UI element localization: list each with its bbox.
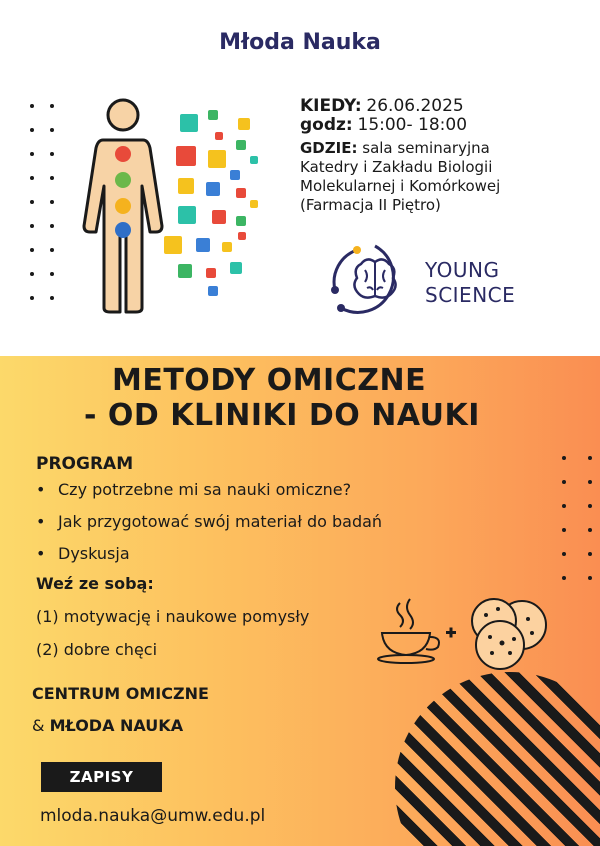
coffee-cookies-illustration [372,595,552,675]
logo-text [425,258,515,308]
location-row [300,139,590,158]
logo-line: SCIENCE [425,283,516,307]
event-time: 15:00- 18:00 [357,115,468,135]
young-science-logo [327,240,547,318]
program-item-text: Czy potrzebne mi sa nauki omiczne? [58,480,352,499]
coffee-cup-icon [378,599,439,663]
signup-email[interactable]: mloda.nauka@umw.edu.pl [40,806,266,826]
page-title: Młoda Nauka [219,30,381,55]
where-label: GDZIE: [300,139,358,157]
headline-line-1: METODY OMICZNE [112,363,427,398]
logo-line: YOUNG [425,258,500,282]
event-info [300,97,590,215]
human-figure-icon [78,96,168,314]
program-item [36,512,382,531]
location-line: Katedry i Zakładu Biologii [300,158,493,176]
date-row [300,97,590,116]
organizer-centrum: CENTRUM OMICZNE [32,684,209,703]
time-row [300,116,590,135]
ampersand: & [32,716,50,735]
program-item [36,480,351,499]
headline-line-2: - OD KLINIKI DO NAUKI [84,398,480,433]
event-date: 26.06.2025 [366,96,464,116]
brain-logo-icon [327,240,419,318]
program-title: PROGRAM [36,454,134,474]
when-label: KIEDY: [300,96,362,116]
location-line: sala seminaryjna [362,139,490,157]
time-label: godz: [300,115,353,135]
organizer-mloda-nauka [32,716,183,735]
signup-button[interactable]: ZAPISY [41,762,162,792]
plus-icon [446,628,456,638]
location-line: (Farmacja II Piętro) [300,196,441,214]
program-item-text: Jak przygotować swój materiał do badań [58,512,383,531]
bullet: • [36,544,46,563]
bring-item: (1) motywację i naukowe pomysły [36,607,310,626]
striped-circle-decoration [395,672,600,846]
bring-title: Weź ze sobą: [36,574,154,593]
program-item-text: Dyskusja [58,544,130,563]
bring-item: (2) dobre chęci [36,640,158,659]
organizer-name: MŁODA NAUKA [49,716,184,735]
program-item [36,544,130,563]
bullet: • [36,512,46,531]
bullet: • [36,480,46,499]
location-line: Molekularnej i Komórkowej [300,177,501,195]
cookies-icon [472,599,546,669]
